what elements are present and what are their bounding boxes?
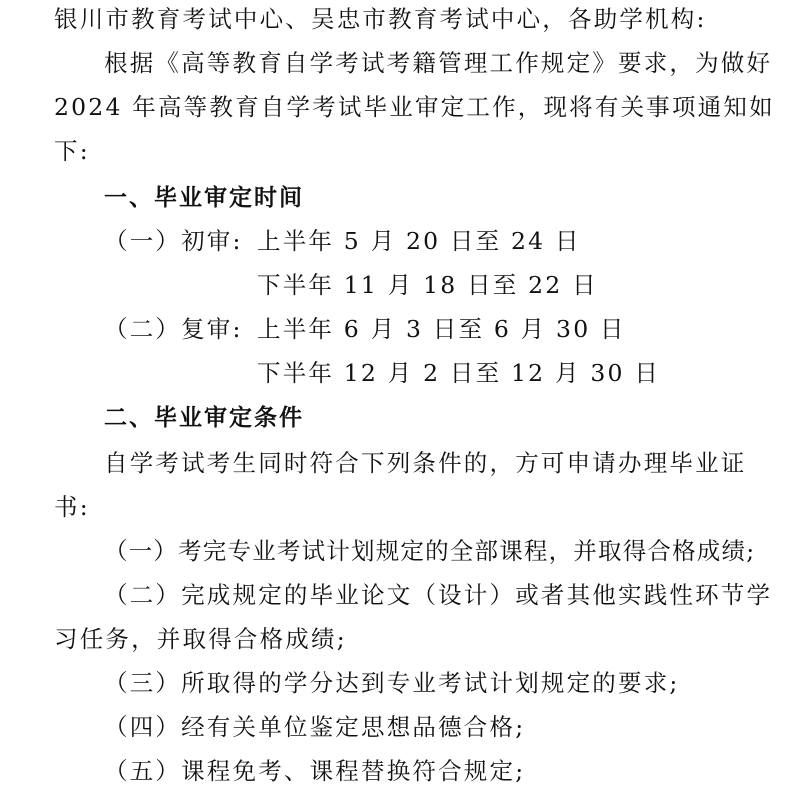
section-1-heading: 一、毕业审定时间	[104, 185, 304, 211]
condition-1: （一）考完专业考试计划规定的全部课程，并取得合格成绩;	[104, 537, 756, 565]
section-2-intro-line-1: 自学考试考生同时符合下列条件的，方可申请办理毕业证	[104, 449, 747, 477]
initial-review-label: （一）初审:	[104, 227, 243, 255]
condition-5: （五）课程免考、课程替换符合规定;	[104, 757, 526, 785]
final-review-label: （二）复审:	[104, 315, 243, 343]
intro-paragraph-line-2: 2024 年高等教育自学考试毕业审定工作，现将有关事项通知如	[54, 93, 775, 121]
initial-review-first-half: 上半年 5 月 20 日至 24 日	[257, 227, 581, 255]
intro-paragraph-line-1: 根据《高等教育自学考试考籍管理工作规定》要求，为做好	[104, 49, 773, 77]
salutation-line: 银川市教育考试中心、吴忠市教育考试中心，各助学机构:	[54, 5, 707, 33]
condition-4: （四）经有关单位鉴定思想品德合格;	[104, 713, 526, 741]
initial-review-second-half: 下半年 11 月 18 日至 22 日	[257, 271, 598, 299]
final-review-second-half: 下半年 12 月 2 日至 12 月 30 日	[257, 359, 661, 387]
condition-3: （三）所取得的学分达到专业考试计划规定的要求;	[104, 669, 680, 697]
condition-2-line-1: （二）完成规定的毕业论文（设计）或者其他实践性环节学	[104, 581, 773, 609]
final-review-first-half: 上半年 6 月 3 日至 6 月 30 日	[257, 315, 626, 343]
condition-2-line-2: 习任务，并取得合格成绩;	[54, 625, 347, 653]
section-2-heading: 二、毕业审定条件	[104, 405, 304, 431]
intro-paragraph-line-3: 下:	[54, 137, 90, 165]
section-2-intro-line-2: 书:	[54, 493, 90, 521]
